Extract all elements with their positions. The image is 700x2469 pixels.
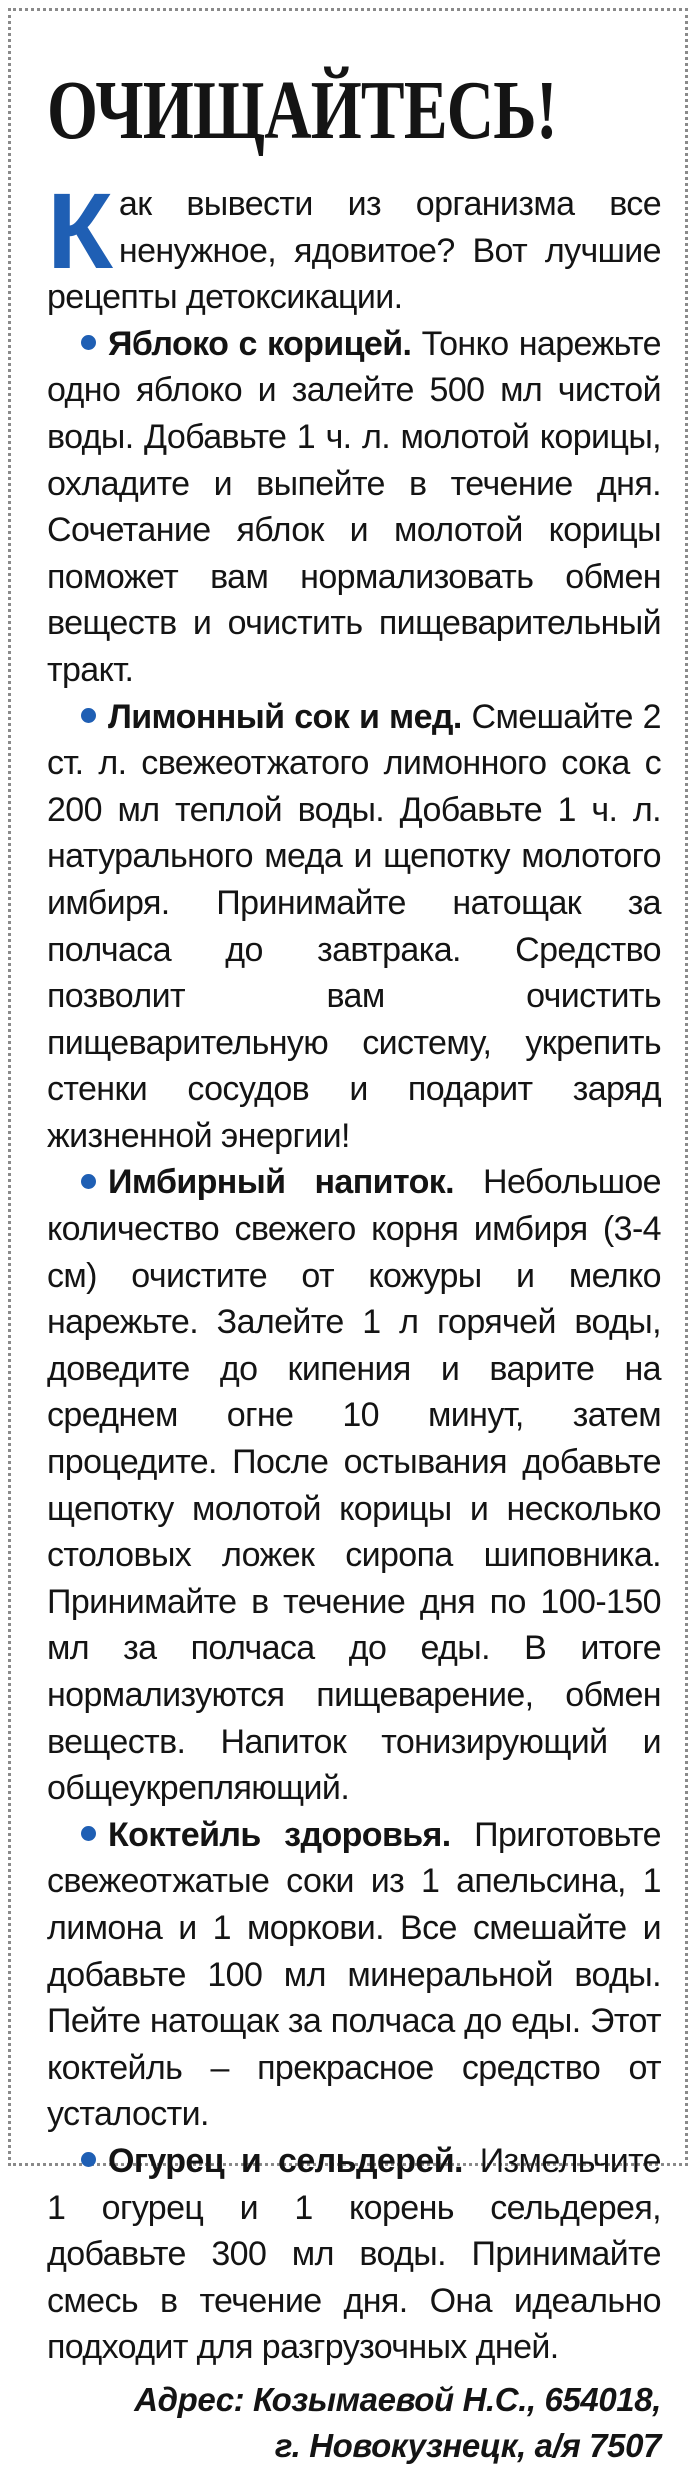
recipe-title: Коктейль здоровья. [108, 1815, 451, 1854]
recipe-text: Тонко нарежьте одно яблоко и залейте 500 мл чистой воды. Добавьте 1 ч. л. молотой корицы, охладите и выпейте в течение дня. Сочетание яблок и молотой корицы поможет вам нормализовать обмен веществ и очистить пищеварительный тракт. [47, 324, 661, 689]
recipe-title: Лимонный сок и мед. [108, 697, 462, 736]
recipe-lemon-honey [47, 694, 661, 1160]
recipe-title: Огурец и сельдерей. [108, 2141, 463, 2180]
bullet-dot-icon [81, 1174, 96, 1189]
intro-paragraph [47, 170, 661, 321]
headline: ОЧИЩАЙТЕСЬ! [47, 64, 557, 157]
recipe-text: Измельчите 1 огурец и 1 корень сельдерея, добавьте 300 мл воды. Принимайте смесь в течение дня. Она идеально подходит для разгрузочных дней. [47, 2141, 661, 2367]
bullet-dot-icon [81, 335, 96, 350]
intro-text: ак вывести из организма все ненужное, ядовитое? Вот лучшие рецепты детоксикации. [47, 185, 661, 317]
recipe-text: Небольшое количество свежего корня имбиря (3-4 см) очистите от кожуры и мелко нарежьте. Залейте 1 л горячей воды, доведите до кипения и варите на среднем огне 10 минут, затем процедите. После остывания добавьте щепотку молотой корицы и несколько столовых ложек сиропа шиповника. Принимайте в течение дня по 100-150 мл за полчаса до еды. В итоге нормализуются пищеварение, обмен веществ. Напиток тонизирующий и общеукрепляющий. [47, 1163, 661, 1808]
bullet-dot-icon [81, 1826, 96, 1841]
recipe-ginger-drink [47, 1159, 661, 1811]
newspaper-clipping [8, 8, 688, 2464]
address-line-1: Адрес: Козымаевой Н.С., 654018, [134, 2380, 661, 2418]
drop-cap: К [47, 170, 113, 291]
recipe-text: Смешайте 2 ст. л. свежеотжатого лимонного сока с 200 мл теплой воды. Добавьте 1 ч. л. натурального меда и щепотку молотого имбиря. Принимайте натощак за полчаса до завтрака. Средство позволит вам очистить пищеварительную систему, укрепить стенки сосудов и подарит заряд жизненной энергии! [47, 697, 661, 1155]
recipe-health-cocktail [47, 1812, 661, 2138]
recipe-text: Приготовьте свежеотжатые соки из 1 апельсина, 1 лимона и 1 моркови. Все смешайте и добавьте 100 мл минеральной воды. Пейте натощак за полчаса до еды. Этот коктейль – прекрасное средство от усталости. [47, 1815, 661, 2134]
recipe-title: Имбирный напиток. [108, 1163, 455, 1202]
address-line-2: г. Новокузнецк, а/я 7507 [274, 2426, 661, 2464]
bullet-dot-icon [81, 2152, 96, 2167]
recipe-cucumber-celery [47, 2138, 661, 2371]
recipe-apple-cinnamon [47, 321, 661, 694]
bullet-dot-icon [81, 708, 96, 723]
article [47, 63, 661, 2469]
recipe-title: Яблоко с корицей. [108, 324, 412, 363]
address-block [47, 2377, 661, 2469]
